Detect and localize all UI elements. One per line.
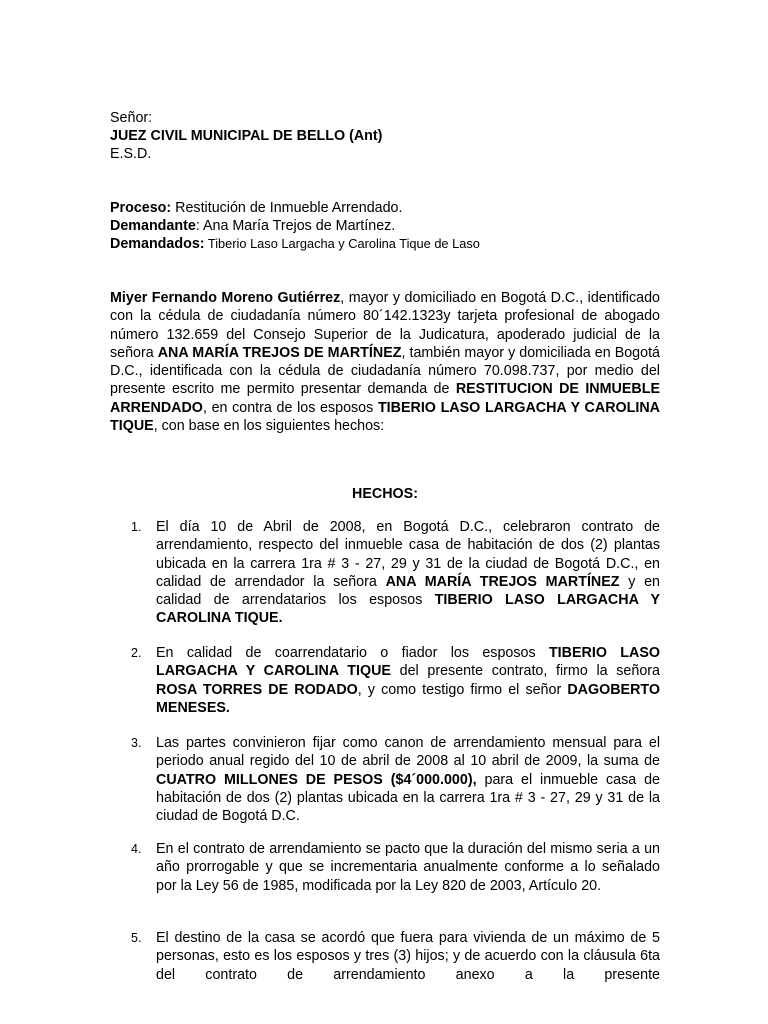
list-number: 3. bbox=[131, 736, 142, 750]
fact-3-text-2: para el inmueble casa de habitación de dos (2) plantas ubicada en la carrera 1ra # 3 - 27, 29 y 31 de la ciudad de Bogotá D.C. bbox=[156, 771, 660, 825]
intro-text-3: , en contra de los esposos bbox=[202, 399, 378, 416]
salutation: Señor: bbox=[110, 110, 153, 126]
fact-text: El destino de la casa se acordó que fuera para vivienda de un máximo de 5 personas, esto es los esposos y tres (3) hijos; y de acuerdo con la cláusula 6ta del contrato de arrendamiento anexo a la presente bbox=[156, 930, 660, 983]
fact-1-bold-1: ANA MARÍA TREJOS MARTÍNEZ bbox=[385, 573, 620, 590]
fact-2-text-2: del presente contrato, firmo la señora bbox=[390, 663, 660, 680]
list-item bbox=[110, 734, 660, 825]
letter-header bbox=[110, 109, 660, 163]
demandante-line bbox=[110, 217, 660, 235]
list-number: 1. bbox=[131, 520, 142, 534]
esd-line: E.S.D. bbox=[110, 146, 152, 162]
fact-text: En el contrato de arrendamiento se pacto que la duración del mismo seria a un año prorrogable y que se incrementaria anualmente conforme a lo señalado por la Ley 56 de 1985, modificada por la Ley 820 de 2003, Artículo 20. bbox=[156, 841, 660, 894]
fact-2-bold-3: DAGOBERTO MENESES. bbox=[156, 681, 660, 716]
fact-text bbox=[156, 734, 660, 825]
list-number: 5. bbox=[131, 931, 142, 945]
fact-3-text-1: Las partes convinieron fijar como canon de arrendamiento mensual para el periodo anual regido del 10 de abril de 2008 al 10 abril de 2009, la suma de bbox=[156, 735, 660, 770]
fact-text bbox=[156, 644, 660, 717]
list-item bbox=[110, 929, 660, 984]
fact-3-bold-1: CUATRO MILLONES DE PESOS ($4´000.000), bbox=[156, 771, 477, 788]
hechos-heading: HECHOS: bbox=[352, 486, 418, 502]
fact-2-text-1: En calidad de coarrendatario o fiador los esposos bbox=[156, 645, 549, 661]
client-name: ANA MARÍA TREJOS DE MARTÍNEZ bbox=[157, 344, 402, 361]
list-item bbox=[110, 644, 660, 717]
fact-text bbox=[156, 518, 660, 628]
case-info bbox=[110, 199, 660, 253]
list-number: 4. bbox=[131, 842, 142, 856]
intro-text-2: , también mayor y domiciliada en Bogotá D.C., identificada con la cédula de ciudadanía número 70.098.737, por medio del presente escrito me permito presentar demanda de bbox=[110, 344, 661, 398]
list-item bbox=[110, 840, 660, 895]
proceso-line bbox=[110, 199, 660, 217]
list-number: 2. bbox=[131, 646, 142, 660]
claim-type: RESTITUCION DE INMUEBLE ARRENDADO bbox=[110, 381, 660, 416]
fact-1-text-2: y en calidad de arrendatarios los esposos bbox=[156, 573, 661, 609]
intro-text-1: , mayor y domiciliado en Bogotá D.C., identificado con la cédula de ciudadanía número 80´142.1323y tarjeta profesional de abogado número 132.659 del Consejo Superior de la Judicatura, apoderado judicial de la señora bbox=[110, 290, 660, 361]
list-item bbox=[110, 518, 660, 628]
fact-2-bold-2: ROSA TORRES DE RODADO bbox=[156, 681, 358, 698]
fact-1-bold-2: TIBERIO LASO LARGACHA Y CAROLINA TIQUE. bbox=[156, 592, 660, 627]
demandante-value: : Ana María Trejos de Martínez. bbox=[195, 218, 396, 234]
demandados-line bbox=[110, 235, 660, 253]
proceso-label: Proceso: bbox=[110, 200, 172, 216]
defendants-names: TIBERIO LASO LARGACHA Y CAROLINA TIQUE bbox=[110, 399, 661, 435]
demandados-label: Demandados: bbox=[110, 236, 205, 252]
intro-paragraph bbox=[110, 289, 660, 435]
proceso-value: Restitución de Inmueble Arrendado. bbox=[171, 200, 403, 216]
demandante-label: Demandante bbox=[110, 218, 196, 234]
demandados-value: Tiberio Laso Largacha y Carolina Tique de Laso bbox=[204, 236, 480, 251]
attorney-name: Miyer Fernando Moreno Gutiérrez bbox=[110, 290, 341, 306]
fact-2-text-3: , y como testigo firmo el señor bbox=[357, 681, 568, 698]
addressee: JUEZ CIVIL MUNICIPAL DE BELLO (Ant) bbox=[110, 128, 383, 144]
fact-2-bold-1: TIBERIO LASO LARGACHA Y CAROLINA TIQUE bbox=[156, 645, 661, 680]
intro-text-4: , con base en los siguientes hechos: bbox=[153, 418, 385, 435]
fact-1-text-1: El día 10 de Abril de 2008, en Bogotá D.C., celebraron contrato de arrendamiento, respecto del inmueble casa de habitación de dos (2) plantas ubicada en la carrera 1ra # 3 - 27, 29 y 31 de la ciudad de Bogotá D.C., en calidad de arrendador la señora bbox=[156, 519, 660, 590]
